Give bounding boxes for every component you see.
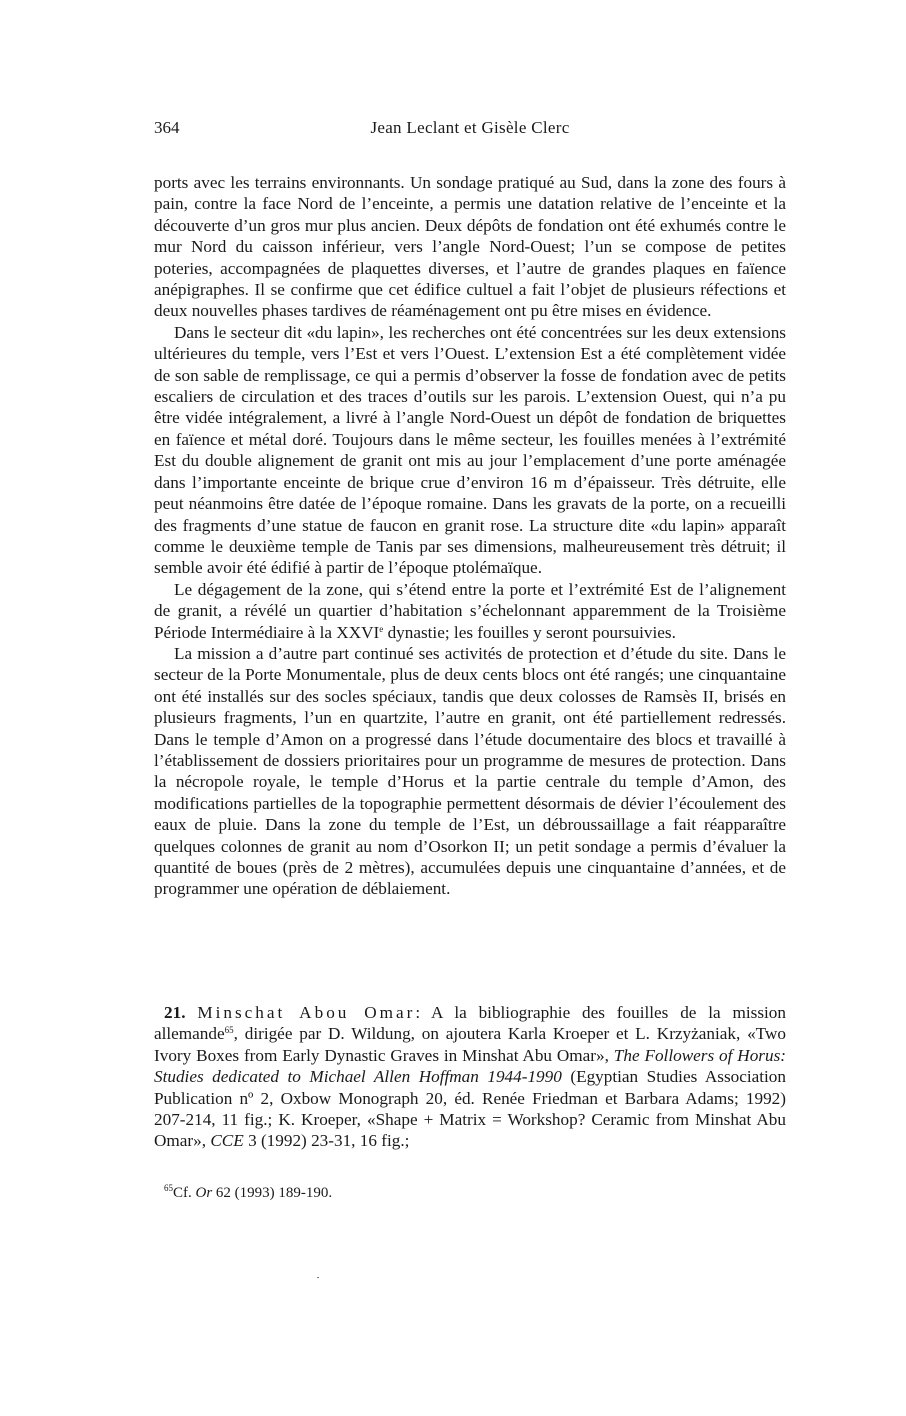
dynasty-superscript: e	[379, 623, 384, 634]
paragraph-2: Dans le secteur dit «du lapin», les recherches ont été concentrées sur les deux extensions ultérieures du temple, vers l’Est et vers l’Ouest. L’extension Est a été complètement vidée de son sable de remplissage, ce qui a permis d’observer la fosse de fondation avec de petits escaliers de circulation et des traces d’outils sur les parois. L’extension Ouest, qui n’a pu être vidée intégralement, a livré à l’angle Nord-Ouest un dépôt de fondation de briquettes en faïence et métal doré. Toujours dans le même secteur, les fouilles menées à l’extrémité Est du double alignement de granit ont mis au jour l’emplacement d’une porte aménagée dans l’importante enceinte de brique crue d’environ 16 m d’épaisseur. Très détruite, elle peut néanmoins être datée de l’époque romaine. Dans les gravats de la porte, on a recueilli des fragments d’une statue de faucon en granit rose. La structure dite «du lapin» apparaît comme le deuxième temple de Tanis par ses dimensions, malheureusement très détruit; il semble avoir été édifié à partir de l’époque ptolémaïque.	[154, 322, 786, 578]
section-21	[154, 1002, 786, 1152]
section-21-paragraph	[154, 1002, 786, 1152]
book-title: The Followers of Horus: Studies dedicated to Michael Allen Hoffman 1944-1990	[154, 1045, 786, 1087]
footnote-journal: Or	[195, 1185, 213, 1201]
site-name: Minschat Abou Omar	[197, 1003, 416, 1022]
paragraph-4: La mission a d’autre part continué ses activités de protection et d’étude du site. Dans le secteur de la Porte Monumentale, plus de deux cents blocs ont été rangés; une cinquantaine ont été installés sur des socles spéciaux, tandis que deux colosses de Ramsès II, brisés en plusieurs fragments, l’un en quartzite, l’autre en granit, ont été partiellement redressés. Dans le temple d’Amon on a progressé dans l’étude documentaire des blocs et travaillé à l’établissement de dossiers prioritaires pour un programme de mesures de protection. Dans la nécropole royale, le temple d’Horus et la partie centrale du temple d’Amon, des modifications partielles de la topographie permettent désormais de dévier l’écoulement des eaux de pluie. Dans la zone du temple de l’Est, un débroussaillage a fait réapparaître quelques colonnes de granit au nom d’Osorkon II; un petit sondage a permis d’évaluer la quantité de boues (près de 2 mètres), accumulées depuis une cinquantaine d’années, et de programmer une opération de déblaiement.	[154, 643, 786, 899]
section-21-text-d: 3 (1992) 23-31, 16 fig.;	[243, 1131, 410, 1151]
section-21-text-a: : A la bibliographie des fouilles de la mission allemande	[154, 1003, 786, 1044]
running-title: Jean Leclant et Gisèle Clerc	[370, 118, 570, 137]
section-21-text-b: , dirigée par D. Wildung, on ajoutera Karla Kroeper et L. Krzyżaniak, «Two Ivory Boxes from Early Dynastic Graves in Minshat Abu Omar»,	[154, 1024, 786, 1065]
paragraph-3-end: dynastie; les fouilles y seront poursuivies.	[383, 622, 676, 642]
scan-speck	[317, 1277, 319, 1278]
paragraph-1: ports avec les terrains environnants. Un sondage pratiqué au Sud, dans la zone des fours à pain, contre la face Nord de l’enceinte, a permis une datation relative de l’enceinte et la découverte d’un gros mur plus ancien. Deux dépôts de fondation ont été exhumés contre le mur Nord du caisson inférieur, vers l’angle Nord-Ouest; l’un se compose de petites poteries, accompagnées de plaquettes diverses, et l’autre de grandes plaques en faïence anépigraphes. Il se confirme que cet édifice cultuel a fait l’objet de plusieurs réfections et deux nouvelles phases tardives de réaménagement ont pu être mises en évidence.	[154, 173, 786, 321]
footnote-prefix: Cf.	[173, 1185, 196, 1201]
footnote-number: 65	[164, 1183, 173, 1193]
section-21-text-c: (Egyptian Studies Association Publication nº 2, Oxbow Monograph 20, éd. Renée Friedman et Barbara Adams; 1992) 207-214, 11 fig.; K. Kroeper, «Shape + Matrix = Workshop? Ceramic from Minshat Abu Omar»,	[154, 1067, 786, 1151]
paragraph-3-text: Le dégagement de la zone, qui s’étend entre la porte et l’extrémité Est de l’alignement de granit, a révélé un quartier d’habitation s’échelonnant apparemment de la Troisième Période Intermédiaire à la XXVI	[154, 579, 786, 642]
footnote-rest: 62 (1993) 189-190.	[212, 1185, 333, 1201]
page-header	[154, 118, 786, 142]
body-text	[154, 172, 786, 900]
section-number: 21.	[164, 1003, 186, 1022]
footnote-65	[164, 1185, 332, 1202]
footnote-reference: 65	[224, 1025, 234, 1036]
page-number: 364	[154, 118, 180, 137]
journal-title: CCE	[210, 1131, 244, 1151]
paragraph-3	[154, 579, 786, 643]
